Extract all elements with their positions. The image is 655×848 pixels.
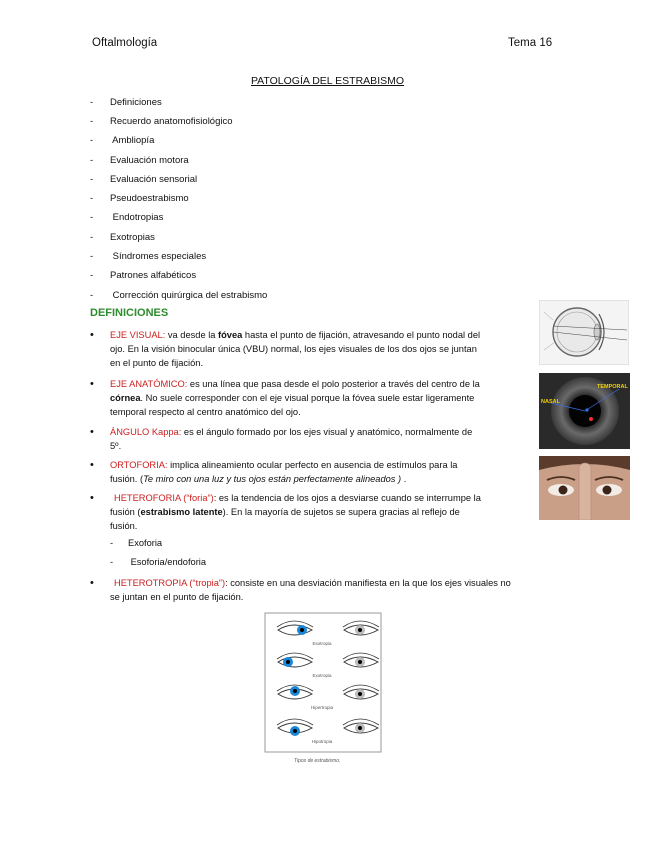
iris-label-nasal: NASAL [541,399,560,405]
fig-label-hipertropia: Hipertropia [310,705,334,710]
fig-caption: Tipos de estrabismo. [294,758,341,764]
page-title: PATOLOGÍA DEL ESTRABISMO [250,75,405,87]
fig-label-hipotropia: Hipotropia [311,739,333,744]
sub-item-esoforia: - Esoforia/endoforia [110,557,207,567]
sub-item-exoforia: - Exoforia [110,538,163,548]
face-finger-photo [539,456,630,520]
definition-angulo-kappa: • ÁNGULO Kappa: es el ángulo formado por los ejes visual y anatómico, normalmente de 5º. [90,426,473,452]
list-item: - Definiciones [90,97,162,108]
list-item: - Ambliopía [90,135,155,146]
definition-eje-visual: • EJE VISUAL: va desde la fóvea hasta el punto de fijación, atravesando el punto nodal del ojo. En la visión binocular única (VBU) normal, los ejes visuales de los dos ojos se juntan en el punto de fijación. [90,329,481,369]
definition-heterotropia: • HETEROTROPIA (“tropia”): consiste en una desviación manifiesta en la que los ejes visuales no se juntan en el punto de fijación. [90,577,511,603]
header-right: Tema 16 [508,37,553,49]
eye-axes-diagram [539,300,629,365]
fig-label-exotropia: Exotropia [312,673,332,678]
list-item: - Evaluación motora [90,155,189,166]
iris-label-temporal: TEMPORAL [597,384,628,390]
list-item: - Exotropias [90,232,155,243]
iris-photo [539,373,630,449]
list-item: - Endotropias [90,212,164,223]
section-heading: DEFINICIONES [90,307,169,319]
list-item: - Corrección quirúrgica del estrabismo [90,290,268,301]
list-item: - Pseudoestrabismo [90,193,189,204]
definition-ortoforia: • ORTOFORIA: implica alineamiento ocular perfecto en ausencia de estímulos para la fusión. (Te miro con una luz y tus ojos están perfectamente alineados ) . [90,459,458,485]
list-item: - Recuerdo anatomofisiológico [90,116,233,127]
header-left: Oftalmología [92,37,158,49]
list-item: - Síndromes especiales [90,251,207,262]
list-item: - Evaluación sensorial [90,174,198,185]
definition-eje-anatomico: • EJE ANATÓMICO: es una línea que pasa desde el polo posterior a través del centro de la córnea. No suele corresponder con el eje visual porque la fóvea suele estar ligeramente temporal respecto al centro anatómico del ojo. [90,378,480,418]
fig-label-esotropia: Esotropia [312,641,332,646]
definition-heteroforia: • HETEROFORIA (“foria”): es la tendencia de los ojos a desviarse cuando se interrumpe la fusión (estrabismo latente). En la mayoría de sujetos se supera gracias al reflejo de fusión. [90,492,481,532]
strabismus-types-figure [264,612,384,767]
list-item: - Patrones alfabéticos [90,270,197,281]
